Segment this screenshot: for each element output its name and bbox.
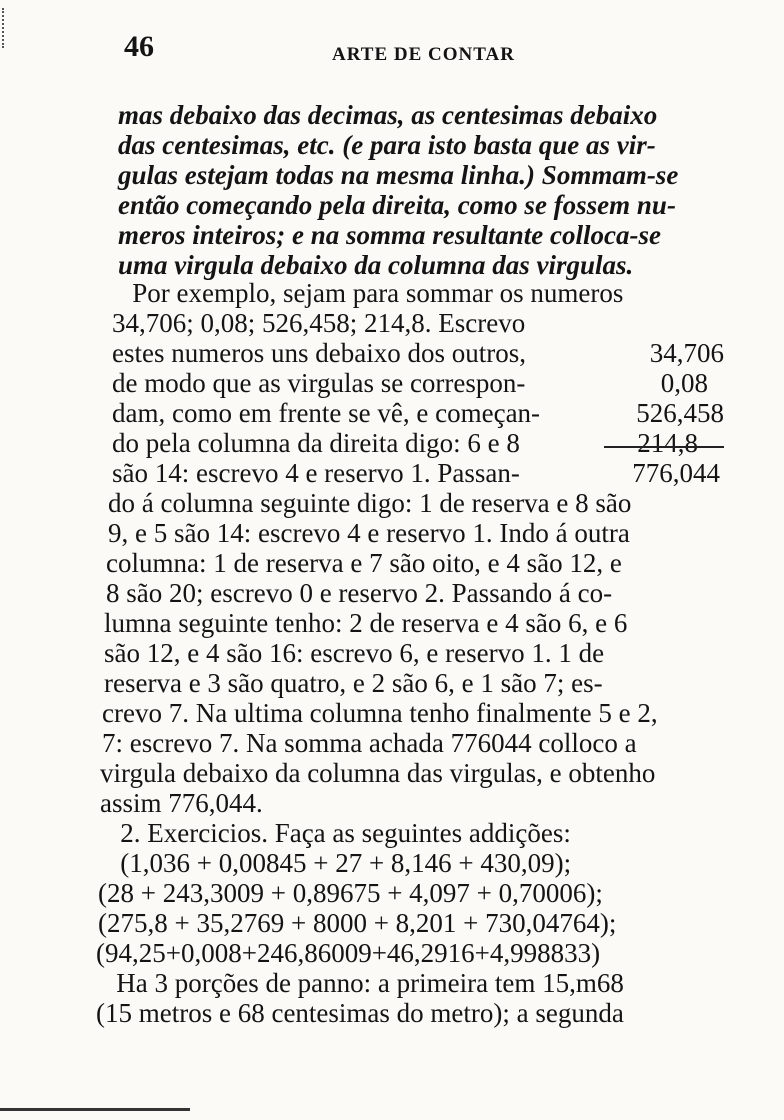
text-line: então começando pela direita, como se fossem nu-: [118, 190, 676, 220]
text-line: das centesimas, etc. (e para isto basta que as vir-: [118, 130, 656, 160]
addend-1: 34,706: [649, 338, 724, 368]
text-line: 7: escrevo 7. Na somma achada 776044 colloco a: [102, 728, 637, 758]
text-line: (28 + 243,3009 + 0,89675 + 4,097 + 0,70006);: [98, 878, 603, 908]
sum-rule: [604, 446, 724, 448]
text-line: Ha 3 porções de panno: a primeira tem 15,m68: [96, 968, 624, 998]
text-line: uma virgula debaixo da columna das virgulas.: [118, 250, 634, 280]
text-line: (94,25+0,008+246,86009+46,2916+4,998833): [96, 938, 601, 968]
text-line: são 12, e 4 são 16: escrevo 6, e reservo 1. 1 de: [104, 638, 605, 668]
text-line: columna: 1 de reserva e 7 são oito, e 4 são 12, e: [106, 548, 622, 578]
text-line: (15 metros e 68 centesimas do metro); a segunda: [96, 998, 624, 1028]
addend-2: 0,08: [660, 368, 708, 398]
text-line: mas debaixo das decimas, as centesimas debaixo: [118, 100, 658, 130]
page-edge-rule: [0, 1108, 190, 1111]
text-line: 34,706; 0,08; 526,458; 214,8. Escrevo: [112, 308, 526, 338]
running-head: ARTE DE CONTAR: [332, 44, 515, 65]
text-line: do pela columna da direita digo: 6 e 8: [112, 428, 520, 458]
page-header: [0, 30, 784, 70]
text-line: estes numeros uns debaixo dos outros,: [112, 338, 526, 368]
text-line: Por exemplo, sejam para sommar os numeros: [112, 278, 624, 308]
text-line: de modo que as virgulas se correspon-: [112, 368, 526, 398]
text-line: são 14: escrevo 4 e reservo 1. Passan-: [112, 458, 520, 488]
text-line: (1,036 + 0,00845 + 27 + 8,146 + 430,09);: [100, 848, 572, 878]
text-line: virgula debaixo da columna das virgulas, e obtenho: [100, 758, 656, 788]
page-number: 46: [124, 30, 154, 63]
text-line: dam, como em frente se vê, e começan-: [112, 398, 541, 428]
text-line: lumna seguinte tenho: 2 de reserva e 4 são 6, e 6: [104, 608, 628, 638]
text-line: reserva e 3 são quatro, e 2 são 6, e 1 são 7; es-: [104, 668, 603, 698]
addend-3: 526,458: [636, 398, 724, 428]
text-line: meros inteiros; e na somma resultante colloca-se: [118, 220, 661, 250]
text-line: 9, e 5 são 14: escrevo 4 e reservo 1. Indo á outra: [108, 518, 630, 548]
text-line: assim 776,044.: [100, 788, 263, 818]
text-line: do á columna seguinte digo: 1 de reserva e 8 são: [108, 488, 632, 518]
text-line: crevo 7. Na ultima columna tenho finalmente 5 e 2,: [102, 698, 658, 728]
addition-result: 776,044: [632, 458, 720, 488]
addend-4: 214,8: [637, 428, 698, 458]
text-line: 8 são 20; escrevo 0 e reservo 2. Passando á co-: [106, 578, 613, 608]
text-line: 2. Exercicios. Faça as seguintes addições:: [100, 818, 571, 848]
text-line: (275,8 + 35,2769 + 8000 + 8,201 + 730,04764);: [98, 908, 617, 938]
text-line: gulas estejam todas na mesma linha.) Sommam-se: [118, 160, 679, 190]
